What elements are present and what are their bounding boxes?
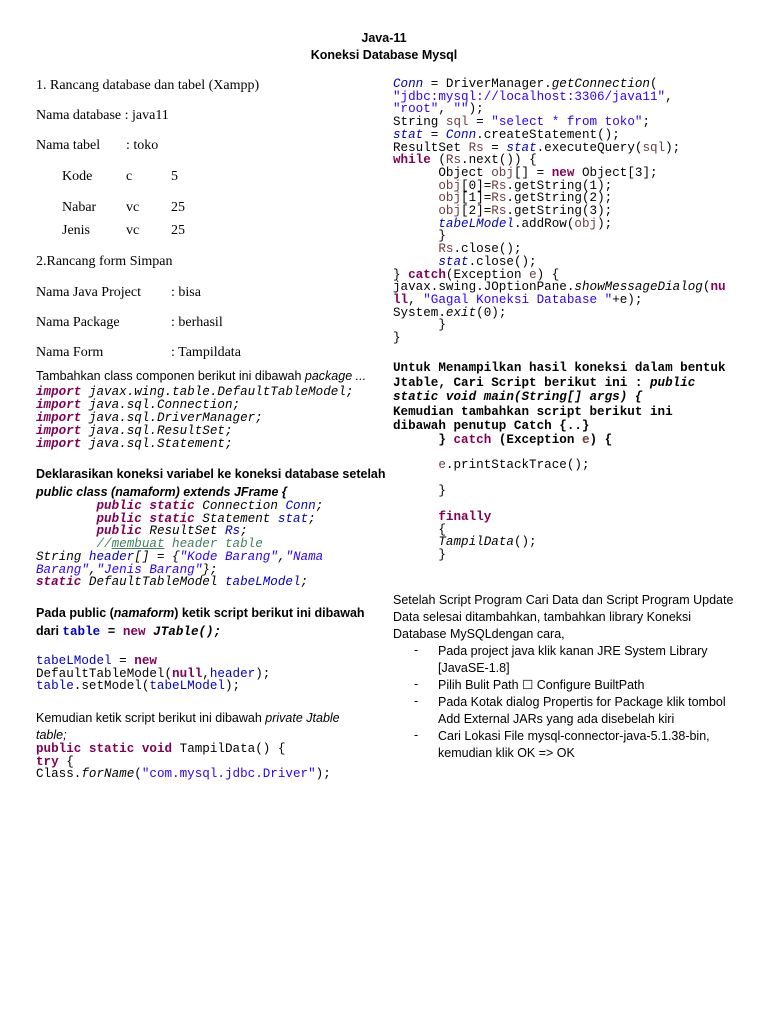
bullet-mark: - xyxy=(414,694,419,708)
package-value: : berhasil xyxy=(171,315,223,330)
field-size: 25 xyxy=(171,200,185,215)
public-intro-line2: dari table = new JTable(); xyxy=(36,624,222,639)
catch-close: } xyxy=(393,484,446,498)
field-name: Kode xyxy=(62,169,93,184)
table-name-value: : toko xyxy=(126,138,159,153)
public-intro: Pada public (namaform) ketik script berikut ini dibawah xyxy=(36,606,365,620)
table-name-label: Nama tabel xyxy=(36,138,101,153)
bullet-item: Pada Kotak dialog Propertis for Package klik tombol Add External JARs yang ada disebelah kiri xyxy=(438,695,726,726)
code-block-tablemodel: tabeLModel = new DefaultTableModel(null,header); table.setModel(tabeLModel); xyxy=(36,654,271,694)
bullet-item: Pilih Bulit Path ☐ Configure BuiltPath xyxy=(438,678,645,692)
tampil-intro-line2: table; xyxy=(36,728,67,742)
code-block-connection: Conn = DriverManager.getConnection( "jdbc:mysql://localhost:3306/java11", "root", ""); String sql = "select * from toko"; stat = Conn.createStatement(); ResultSet Rs = stat.executeQuery(sql); while (Rs.next()) { Object obj[] = new Object[3]; obj[0]=Rs.getString(1); obj[1]=Rs.getString(2); obj[2]=Rs.getString(3); tabeLModel.addRow(obj); } Rs.close(); stat.close(); } catch(Exception e) { javax.swing.JOptionPane.showMessageDialog(nu ll, "Gagal Koneksi Database "+e); System.exit(0); } } xyxy=(393,77,726,346)
bullet-mark: - xyxy=(414,728,419,742)
field-type: vc xyxy=(126,223,140,238)
code-block-declaration: public static Connection Conn; public static Statement stat; public ResultSet Rs; //membuat header table String header[] = {"Kode Barang","Nama Barang","Jenis Barang"}; static DefaultTableModel tabeLModel; xyxy=(36,499,324,590)
step-1-heading: 1. Rancang database dan tabel (Xampp) xyxy=(36,78,260,93)
bullet-item: Cari Lokasi File mysql-connector-java-5.1.38-bin, kemudian klik OK => OK xyxy=(438,729,710,760)
form-value: : Tampildata xyxy=(171,345,241,360)
field-name: Nabar xyxy=(62,200,97,215)
bullet-mark: - xyxy=(414,643,419,657)
import-line: import javax.wing.table.DefaultTableModel; xyxy=(36,385,354,399)
form-label: Nama Form xyxy=(36,345,104,360)
field-name: Jenis xyxy=(62,223,90,238)
code-block-tampildata: public static void TampilData() { try { Class.forName("com.mysql.jdbc.Driver"); xyxy=(36,742,331,782)
field-size: 25 xyxy=(171,223,185,238)
library-intro: Setelah Script Program Cari Data dan Script Program Update Data selesai ditambahkan, tambahkan library Koneksi Database MySQLdengan cara, xyxy=(393,593,734,641)
bullet-mark: - xyxy=(414,677,419,691)
import-line: import java.sql.ResultSet; xyxy=(36,424,233,438)
project-value: : bisa xyxy=(171,285,201,300)
field-type: vc xyxy=(126,200,140,215)
imports-intro: Tambahkan class componen berikut ini dibawah package ... xyxy=(36,369,367,383)
database-name: Nama database : java11 xyxy=(36,108,169,123)
field-size: 5 xyxy=(171,169,178,184)
field-type: c xyxy=(126,169,133,184)
catch-line: } catch (Exception e) { xyxy=(393,433,613,447)
code-block-finally: finally { TampilData(); } xyxy=(438,510,537,563)
import-line: import java.sql.DriverManager; xyxy=(36,411,263,425)
declaration-intro: Deklarasikan koneksi variabel ke koneksi database setelah xyxy=(36,467,386,481)
stacktrace-line: e.printStackTrace(); xyxy=(438,458,590,472)
display-instructions: Untuk Menampilkan hasil koneksi dalam bentuk Jtable, Cari Script berikut ini : public static void main(String[] args) { Kemudian tambahkan script berikut ini dibawah penutup Catch {..} xyxy=(393,361,726,433)
package-label: Nama Package xyxy=(36,315,120,330)
step-2-heading: 2.Rancang form Simpan xyxy=(36,254,173,269)
import-line: import java.sql.Statement; xyxy=(36,437,233,451)
document-subtitle: Koneksi Database Mysql xyxy=(310,48,458,62)
document-title: Java-11 xyxy=(361,31,407,45)
import-line: import java.sql.Connection; xyxy=(36,398,241,412)
declaration-intro-class: public class (namaform) extends JFrame { xyxy=(36,485,287,499)
project-label: Nama Java Project xyxy=(36,285,141,300)
bullet-item: Pada project java klik kanan JRE System Library [JavaSE-1.8] xyxy=(438,644,708,675)
tampil-intro: Kemudian ketik script berikut ini dibawah private Jtable xyxy=(36,711,340,725)
